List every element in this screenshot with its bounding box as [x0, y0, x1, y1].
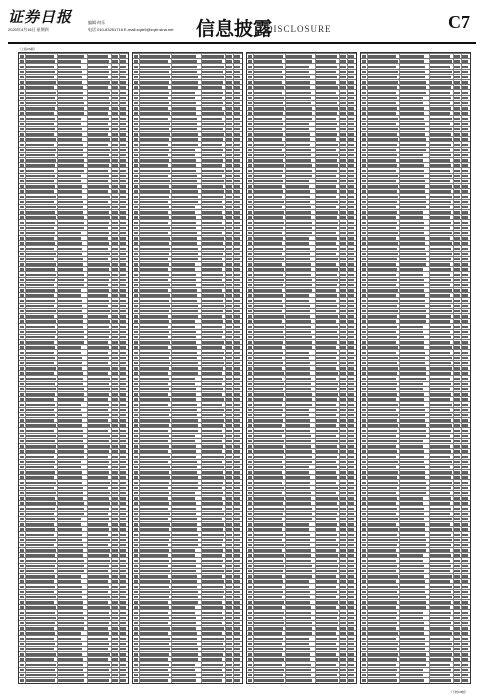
cell-text	[226, 679, 232, 681]
cell-text	[254, 679, 284, 681]
table-row	[361, 677, 470, 683]
cell-text	[112, 679, 118, 681]
cell-text	[134, 679, 138, 681]
edit-line: 编辑 何乐	[88, 20, 106, 25]
table-row	[19, 677, 128, 683]
table-column-2	[132, 52, 243, 684]
continued-to-label: （下转C8版）	[449, 690, 468, 694]
cell-text	[430, 679, 451, 681]
table-column-3	[246, 52, 357, 684]
cell-text	[362, 679, 366, 681]
cell-text	[368, 679, 397, 681]
cell-text	[454, 679, 460, 681]
table-column-1	[18, 52, 129, 684]
cell-text	[172, 679, 196, 681]
cell-text	[400, 679, 424, 681]
contact-line: 电话 010-83251716 E-mail:zqrb9@zqrb.sina.net	[88, 27, 174, 32]
cell-text	[286, 679, 312, 681]
masthead	[0, 0, 484, 46]
cell-text	[340, 679, 346, 681]
cell-text	[120, 679, 126, 681]
page-number: C7	[448, 12, 470, 32]
table-column-4	[360, 52, 471, 684]
cell-text	[20, 679, 24, 681]
section-title: 信息披露	[196, 18, 273, 40]
section-subtitle: DISCLOSURE	[266, 24, 332, 34]
cell-text	[58, 679, 84, 681]
table-row	[247, 677, 356, 683]
disclosure-tables	[18, 46, 468, 682]
cell-text	[462, 679, 468, 681]
cell-text	[234, 679, 240, 681]
header-rule	[8, 42, 476, 44]
cell-text	[140, 679, 168, 681]
cell-text	[316, 679, 338, 681]
cell-text	[88, 679, 109, 681]
cell-text	[26, 679, 55, 681]
newspaper-logo: 证券日报	[8, 8, 73, 26]
cell-text	[202, 679, 222, 681]
table-row	[133, 677, 242, 683]
continued-from-label: （上接C6版）	[18, 47, 37, 51]
cell-text	[248, 679, 252, 681]
date-line: 2020年4月16日 星期四	[8, 27, 49, 32]
cell-text	[348, 679, 354, 681]
